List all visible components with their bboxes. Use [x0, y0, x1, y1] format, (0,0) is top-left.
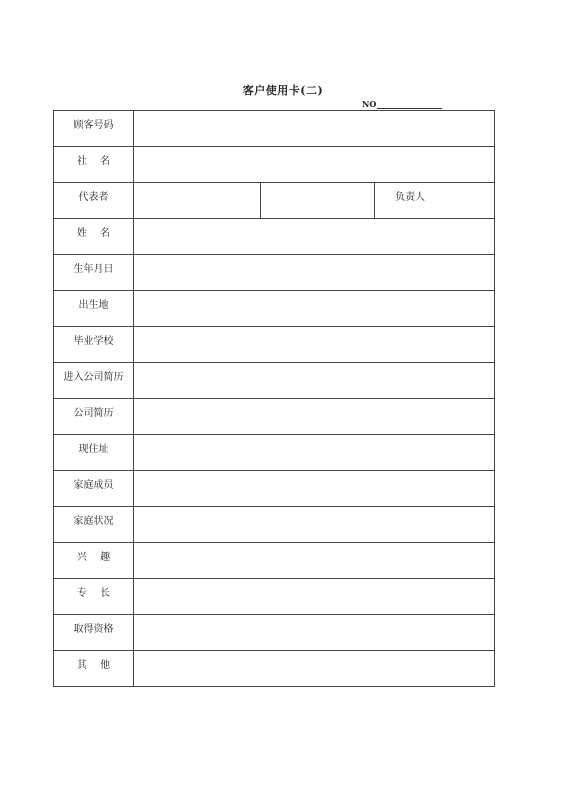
table-row	[54, 147, 495, 183]
row-value-cell[interactable]	[134, 111, 495, 147]
representative-value-cell[interactable]	[134, 183, 261, 219]
row-label: 顾客号码	[54, 111, 134, 147]
row-value-cell[interactable]	[134, 147, 495, 183]
table-row	[54, 507, 495, 543]
row-value-cell[interactable]	[134, 543, 495, 579]
row-label: 兴 趣	[54, 543, 134, 579]
serial-number-field	[362, 99, 442, 109]
row-label: 其 他	[54, 651, 134, 687]
table-row	[54, 435, 495, 471]
row-label: 代表者	[54, 183, 134, 219]
row-label: 取得资格	[54, 615, 134, 651]
table-row	[54, 291, 495, 327]
row-label: 进入公司简历	[54, 363, 134, 399]
row-value-cell[interactable]	[134, 363, 495, 399]
row-label: 毕业学校	[54, 327, 134, 363]
table-row	[54, 579, 495, 615]
representative-extra-cell[interactable]	[261, 183, 375, 219]
table-row	[54, 183, 495, 219]
table-row	[54, 219, 495, 255]
table-row	[54, 399, 495, 435]
row-value-cell[interactable]	[134, 255, 495, 291]
row-label: 公司简历	[54, 399, 134, 435]
row-value-cell[interactable]	[134, 471, 495, 507]
row-label: 家庭状况	[54, 507, 134, 543]
row-label: 社 名	[54, 147, 134, 183]
table-row	[54, 111, 495, 147]
row-value-cell[interactable]	[134, 507, 495, 543]
row-value-cell[interactable]	[134, 615, 495, 651]
row-value-cell[interactable]	[134, 399, 495, 435]
responsible-person-label: 负责人	[375, 183, 495, 219]
customer-card-table	[53, 110, 495, 687]
row-label: 生年月日	[54, 255, 134, 291]
serial-number-blank[interactable]	[377, 99, 442, 109]
serial-number-label: NO	[362, 99, 377, 109]
row-label: 出生地	[54, 291, 134, 327]
table-row	[54, 327, 495, 363]
row-value-cell[interactable]	[134, 219, 495, 255]
table-row	[54, 651, 495, 687]
row-value-cell[interactable]	[134, 327, 495, 363]
row-value-cell[interactable]	[134, 579, 495, 615]
row-label: 姓 名	[54, 219, 134, 255]
row-value-cell[interactable]	[134, 435, 495, 471]
row-value-cell[interactable]	[134, 291, 495, 327]
row-value-cell[interactable]	[134, 651, 495, 687]
table-row	[54, 615, 495, 651]
table-row	[54, 543, 495, 579]
row-label: 现住址	[54, 435, 134, 471]
form-title: 客户使用卡(二)	[242, 84, 324, 97]
table-row	[54, 363, 495, 399]
row-label: 家庭成员	[54, 471, 134, 507]
table-row	[54, 255, 495, 291]
row-label: 专 长	[54, 579, 134, 615]
table-row	[54, 471, 495, 507]
